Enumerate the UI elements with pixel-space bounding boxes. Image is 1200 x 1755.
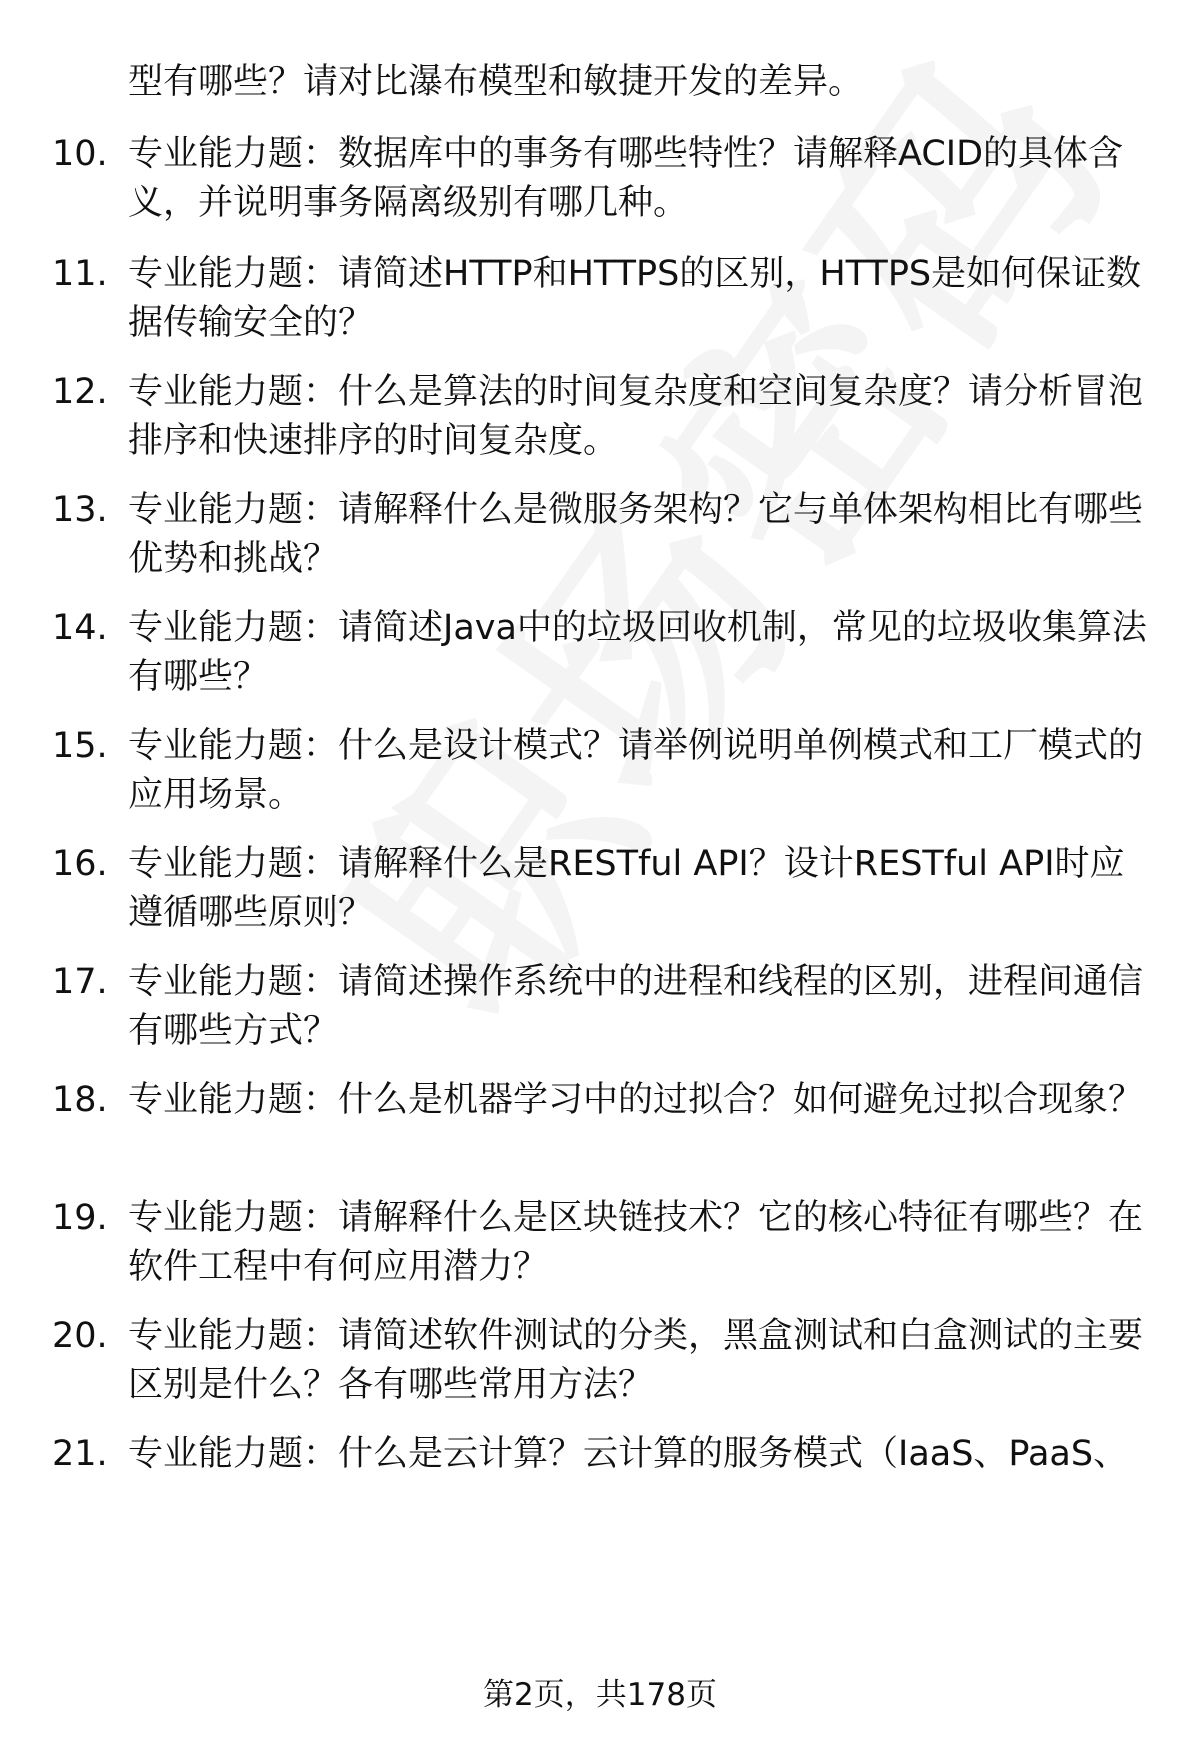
question-text: 专业能力题：请简述HTTP和HTTPS的区别，HTTPS是如何保证数据传输安全的？	[128, 254, 1142, 343]
question-number: 14.	[52, 608, 108, 648]
question-number: 20.	[52, 1316, 108, 1356]
question-text: 专业能力题：请解释什么是区块链技术？它的核心特征有哪些？在软件工程中有何应用潜力？	[128, 1198, 1144, 1287]
question-number: 15.	[52, 726, 108, 766]
question-number: 19.	[52, 1198, 108, 1238]
question-text: 专业能力题：什么是云计算？云计算的服务模式（IaaS、PaaS、	[128, 1434, 1129, 1474]
continuation-text: 型有哪些？请对比瀑布模型和敏捷开发的差异。	[128, 62, 864, 102]
question-number: 10.	[52, 134, 108, 174]
question-number: 13.	[52, 490, 108, 530]
question-text: 专业能力题：请解释什么是RESTful API？设计RESTful API时应遵循哪些原则？	[128, 844, 1125, 933]
question-text: 专业能力题：请简述软件测试的分类，黑盒测试和白盒测试的主要区别是什么？各有哪些常用方法？	[128, 1316, 1144, 1405]
question-text: 专业能力题：数据库中的事务有哪些特性？请解释ACID的具体含义，并说明事务隔离级别有哪几种。	[128, 134, 1124, 223]
question-number: 12.	[52, 372, 108, 412]
question-text: 专业能力题：请解释什么是微服务架构？它与单体架构相比有哪些优势和挑战？	[128, 490, 1144, 579]
question-number: 18.	[52, 1080, 108, 1120]
question-text: 专业能力题：请简述操作系统中的进程和线程的区别，进程间通信有哪些方式？	[128, 962, 1144, 1051]
question-number: 16.	[52, 844, 108, 884]
question-number: 11.	[52, 254, 108, 294]
question-text: 专业能力题：请简述Java中的垃圾回收机制，常见的垃圾收集算法有哪些？	[128, 608, 1147, 697]
question-number: 21.	[52, 1434, 108, 1474]
question-text: 专业能力题：什么是设计模式？请举例说明单例模式和工厂模式的应用场景。	[128, 726, 1144, 815]
question-text: 专业能力题：什么是算法的时间复杂度和空间复杂度？请分析冒泡排序和快速排序的时间复杂度。	[128, 372, 1144, 461]
page-footer: 第2页，共178页	[483, 1677, 717, 1713]
question-number: 17.	[52, 962, 108, 1002]
question-text: 专业能力题：什么是机器学习中的过拟合？如何避免过拟合现象？	[128, 1080, 1144, 1120]
